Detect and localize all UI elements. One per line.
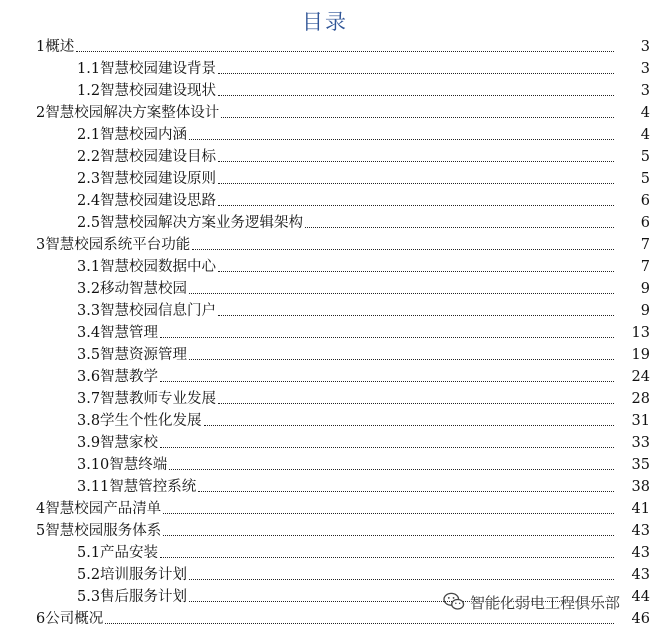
dot-leader	[160, 447, 614, 448]
dot-leader	[305, 227, 614, 228]
dot-leader	[105, 623, 614, 624]
dot-leader	[218, 403, 614, 404]
toc-entry[interactable]	[0, 342, 650, 364]
toc-entry-page-number: 3	[640, 61, 650, 77]
toc-entry-label: 2.3智慧校园建设原则	[77, 171, 217, 187]
toc-entry-label: 2智慧校园解决方案整体设计	[36, 105, 220, 121]
dot-leader	[218, 73, 614, 74]
toc-entry-label: 3.10智慧终端	[77, 457, 168, 473]
toc-entry-label: 5.2培训服务计划	[77, 567, 188, 583]
toc-entry-page-number: 43	[631, 567, 650, 583]
toc-entry[interactable]	[0, 452, 650, 474]
toc-entry-label: 5.1产品安装	[77, 545, 159, 561]
dot-leader	[218, 205, 614, 206]
toc-entry-page-number: 35	[631, 457, 650, 473]
dot-leader	[160, 381, 614, 382]
dot-leader	[198, 491, 614, 492]
dot-leader	[218, 95, 614, 96]
toc-entry-label: 6公司概况	[36, 611, 104, 627]
toc-entry-page-number: 3	[640, 83, 650, 99]
toc-entry-page-number: 7	[640, 259, 650, 275]
toc-entry-label: 5.3售后服务计划	[77, 589, 188, 605]
toc-entry-label: 3智慧校园系统平台功能	[36, 237, 191, 253]
toc-entry-page-number: 9	[640, 303, 650, 319]
dot-leader	[204, 425, 614, 426]
toc-entry-page-number: 41	[631, 501, 650, 517]
toc-entry-label: 4智慧校园产品清单	[36, 501, 162, 517]
toc-entry-label: 2.1智慧校园内涵	[77, 127, 188, 143]
toc-entry-page-number: 38	[631, 479, 650, 495]
toc-entry-label: 3.11智慧管控系统	[77, 479, 197, 495]
toc-entry[interactable]	[0, 34, 650, 56]
dot-leader	[163, 535, 614, 536]
toc-entry-label: 2.2智慧校园建设目标	[77, 149, 217, 165]
toc-entry[interactable]	[0, 122, 650, 144]
toc-entry-page-number: 44	[631, 589, 650, 605]
toc-entry[interactable]	[0, 210, 650, 232]
toc-entry[interactable]	[0, 276, 650, 298]
toc-entry-label: 3.4智慧管理	[77, 325, 159, 341]
toc-entry[interactable]	[0, 232, 650, 254]
dot-leader	[218, 183, 614, 184]
toc-entry[interactable]	[0, 298, 650, 320]
toc-entry-page-number: 28	[631, 391, 650, 407]
toc-entry[interactable]	[0, 254, 650, 276]
dot-leader	[218, 315, 614, 316]
watermark-text: 智能化弱电工程俱乐部	[470, 593, 621, 612]
toc-entry-page-number: 24	[631, 369, 650, 385]
toc-entry-label: 5智慧校园服务体系	[36, 523, 162, 539]
dot-leader	[160, 337, 614, 338]
toc-entry-label: 2.5智慧校园解决方案业务逻辑架构	[77, 215, 304, 231]
toc-entry-label: 3.5智慧资源管理	[77, 347, 188, 363]
toc-entry-page-number: 6	[640, 193, 650, 209]
toc-entry[interactable]	[0, 78, 650, 100]
toc-entry-page-number: 6	[640, 215, 650, 231]
dot-leader	[169, 469, 614, 470]
toc-entry[interactable]	[0, 56, 650, 78]
dot-leader	[218, 271, 614, 272]
toc-entry[interactable]	[0, 188, 650, 210]
toc-entry-label: 3.7智慧教师专业发展	[77, 391, 217, 407]
toc-entry-label: 3.6智慧教学	[77, 369, 159, 385]
toc-entry-label: 1.2智慧校园建设现状	[77, 83, 217, 99]
toc-entry[interactable]	[0, 144, 650, 166]
toc-entry-page-number: 7	[640, 237, 650, 253]
toc-entry-page-number: 43	[631, 545, 650, 561]
toc-entry[interactable]	[0, 430, 650, 452]
toc-entry-page-number: 5	[640, 149, 650, 165]
dot-leader	[189, 359, 614, 360]
toc-entry-page-number: 13	[631, 325, 650, 341]
toc-entry-page-number: 31	[631, 413, 650, 429]
toc-entry-label: 3.2移动智慧校园	[77, 281, 188, 297]
toc-entry-page-number: 9	[640, 281, 650, 297]
dot-leader	[160, 557, 614, 558]
dot-leader	[189, 579, 614, 580]
toc-entry-page-number: 3	[640, 39, 650, 55]
toc-entry[interactable]	[0, 408, 650, 430]
toc-entry[interactable]	[0, 518, 650, 540]
toc-entry[interactable]	[0, 100, 650, 122]
toc-entry[interactable]	[0, 562, 650, 584]
toc-entry[interactable]	[0, 540, 650, 562]
toc-entry-label: 3.3智慧校园信息门户	[77, 303, 217, 319]
page-title: 目录	[302, 10, 348, 34]
toc-entry-page-number: 4	[640, 105, 650, 121]
toc-entry[interactable]	[0, 474, 650, 496]
dot-leader	[76, 51, 614, 52]
toc-entry-page-number: 43	[631, 523, 650, 539]
toc-entry-label: 3.1智慧校园数据中心	[77, 259, 217, 275]
toc-entry[interactable]	[0, 166, 650, 188]
toc-entry-page-number: 5	[640, 171, 650, 187]
toc-entry[interactable]	[0, 364, 650, 386]
dot-leader	[218, 161, 614, 162]
toc-entry-page-number: 19	[631, 347, 650, 363]
dot-leader	[221, 117, 614, 118]
toc-entry-page-number: 46	[631, 611, 650, 627]
toc-entry[interactable]	[0, 320, 650, 342]
toc-entry-page-number: 33	[631, 435, 650, 451]
watermark	[443, 590, 620, 614]
dot-leader	[189, 139, 614, 140]
toc-entry-label: 3.9智慧家校	[77, 435, 159, 451]
toc-entry[interactable]	[0, 496, 650, 518]
toc-entry-label: 2.4智慧校园建设思路	[77, 193, 217, 209]
dot-leader	[192, 249, 614, 250]
toc-entry-page-number: 4	[640, 127, 650, 143]
toc-entry[interactable]	[0, 386, 650, 408]
toc-entry-label: 1.1智慧校园建设背景	[77, 61, 217, 77]
dot-leader	[189, 293, 614, 294]
toc-entry-label: 3.8学生个性化发展	[77, 413, 202, 429]
toc-entry-label: 1概述	[36, 39, 75, 55]
dot-leader	[163, 513, 614, 514]
wechat-icon	[443, 592, 465, 612]
